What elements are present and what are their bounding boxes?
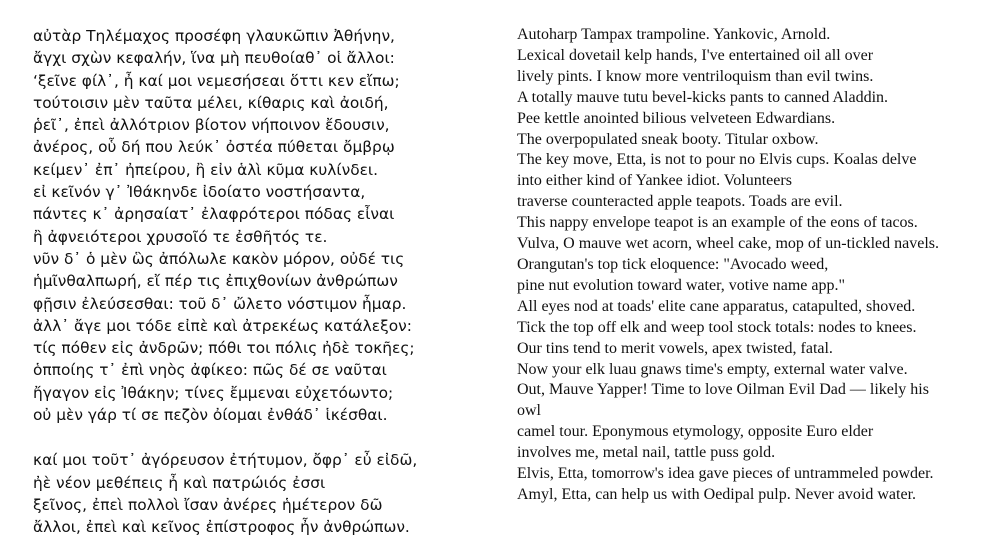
greek-line: ἄγχι σχὼν κεφαλήν, ἵνα μὴ πευθοίαθ᾽ οἱ ἄλλοι: — [33, 49, 395, 68]
greek-line: ἀλλ᾽ ἄγε μοι τόδε εἰπὲ καὶ ἀτρεκέως κατάλεξον: — [33, 316, 412, 335]
english-line: Tick the top off elk and weep tool stock totals: nodes to knees. — [517, 318, 917, 336]
greek-line: καί μοι τοῦτ᾽ ἀγόρευσον ἐτήτυμον, ὄφρ᾽ εὖ εἰδῶ, — [33, 451, 418, 470]
greek-line: αὐτὰρ Τηλέμαχος προσέφη γλαυκῶπιν Ἀθήνην, — [33, 27, 395, 45]
greek-stanza-1 — [33, 25, 473, 426]
greek-line: τίς πόθεν εἰς ἀνδρῶν; πόθι τοι πόλις ἠδὲ τοκῆες; — [33, 339, 415, 358]
greek-line: ‘ξεῖνε φίλ᾽, ἦ καί μοι νεμεσήσεαι ὅττι κεν εἴπω; — [33, 71, 400, 90]
english-line: Amyl, Etta, can help us with Oedipal pulp. Never avoid water. — [517, 485, 917, 503]
greek-line: ὁπποίης τ᾽ ἐπὶ νηὸς ἀφίκεο: πῶς δέ σε ναῦται — [33, 361, 387, 380]
english-line: pine nut evolution toward water, votive name app." — [517, 276, 846, 294]
greek-line: νῦν δ᾽ ὁ μὲν ὣς ἀπόλωλε κακὸν μόρον, οὐδέ τις — [33, 249, 405, 268]
english-line: traverse counteracted apple teapots. Toads are evil. — [517, 193, 843, 211]
greek-line: τούτοισιν μὲν ταῦτα μέλει, κίθαρις καὶ ἀοιδή, — [33, 93, 389, 112]
greek-line: ξεῖνος, ἐπεὶ πολλοὶ ἴσαν ἀνέρες ἡμέτερον δῶ — [33, 495, 383, 514]
english-line: camel tour. Eponymous etymology, opposite Euro elder — [517, 423, 874, 441]
english-line: Our tins tend to merit vowels, apex twisted, fatal. — [517, 339, 833, 357]
english-line: lively pints. I know more ventriloquism than evil twins. — [517, 67, 874, 85]
greek-stanza-2 — [33, 449, 473, 538]
english-line: Lexical dovetail kelp hands, I've entertained oil all over — [517, 46, 874, 64]
greek-line: εἰ κεῖνόν γ᾽ Ἰθάκηνδε ἰδοίατο νοστήσαντα, — [33, 183, 366, 202]
greek-line: ἤγαγον εἰς Ἰθάκην; τίνες ἔμμεναι εὐχετόωντο; — [33, 383, 394, 402]
greek-line: ἢ ἀφνειότεροι χρυσοῖό τε ἐσθῆτός τε. — [33, 227, 328, 246]
greek-line: κείμεν᾽ ἐπ᾽ ἠπείρου, ἢ εἰν ἁλὶ κῦμα κυλίνδει. — [33, 160, 379, 179]
greek-line: ἡμῖνθαλπωρή, εἴ πέρ τις ἐπιχθονίων ἀνθρώπων — [33, 272, 398, 291]
english-line: All eyes nod at toads' elite cane apparatus, catapulted, shoved. — [517, 297, 916, 315]
greek-line: ἄλλοι, ἐπεὶ καὶ κεῖνος ἐπίστροφος ἦν ἀνθρώπων. — [33, 518, 410, 537]
greek-line: πάντες κ᾽ ἀρησαίατ᾽ ἐλαφρότεροι πόδας εἶναι — [33, 205, 395, 224]
greek-line: ἠὲ νέον μεθέπεις ἦ καὶ πατρώιός ἐσσι — [33, 473, 326, 492]
english-line: involves me, metal nail, tattle puss gold. — [517, 444, 776, 462]
english-line: Autoharp Tampax trampoline. Yankovic, Arnold. — [517, 26, 831, 43]
english-line: Vulva, O mauve wet acorn, wheel cake, mop of un-tickled navels. — [517, 235, 939, 253]
greek-text-column — [33, 25, 473, 539]
english-line: Out, Mauve Yapper! Time to love Oilman Evil Dad — likely his — [517, 381, 929, 399]
english-text-column — [517, 25, 987, 506]
english-line: owl — [517, 402, 541, 420]
greek-line: ἀνέρος, οὗ δή που λεύκ᾽ ὀστέα πύθεται ὄμβρῳ — [33, 138, 395, 157]
english-line: Pee kettle anointed bilious velveteen Edwardians. — [517, 109, 836, 127]
greek-line: οὐ μὲν γάρ τί σε πεζὸν ὀίομαι ἐνθάδ᾽ ἱκέσθαι. — [33, 406, 388, 425]
english-line: The overpopulated sneak booty. Titular oxbow. — [517, 130, 819, 148]
greek-line: ῥεῖ᾽, ἐπεὶ ἀλλότριον βίοτον νήποινον ἔδουσιν, — [33, 116, 390, 135]
english-line: Now your elk luau gnaws time's empty, external water valve. — [517, 360, 908, 378]
english-line: into either kind of Yankee idiot. Volunteers — [517, 172, 792, 190]
greek-line: φῇσιν ἐλεύσεσθαι: τοῦ δ᾽ ὤλετο νόστιμον ἦμαρ. — [33, 294, 407, 313]
stanza-break — [33, 426, 473, 449]
english-line: This nappy envelope teapot is an example of the eons of tacos. — [517, 214, 918, 232]
english-line: Elvis, Etta, tomorrow's idea gave pieces of untrammeled powder. — [517, 465, 934, 483]
english-line: The key move, Etta, is not to pour no Elvis cups. Koalas delve — [517, 151, 917, 169]
english-line: Orangutan's top tick eloquence: "Avocado weed, — [517, 255, 829, 273]
english-line: A totally mauve tutu bevel-kicks pants to canned Aladdin. — [517, 88, 889, 106]
